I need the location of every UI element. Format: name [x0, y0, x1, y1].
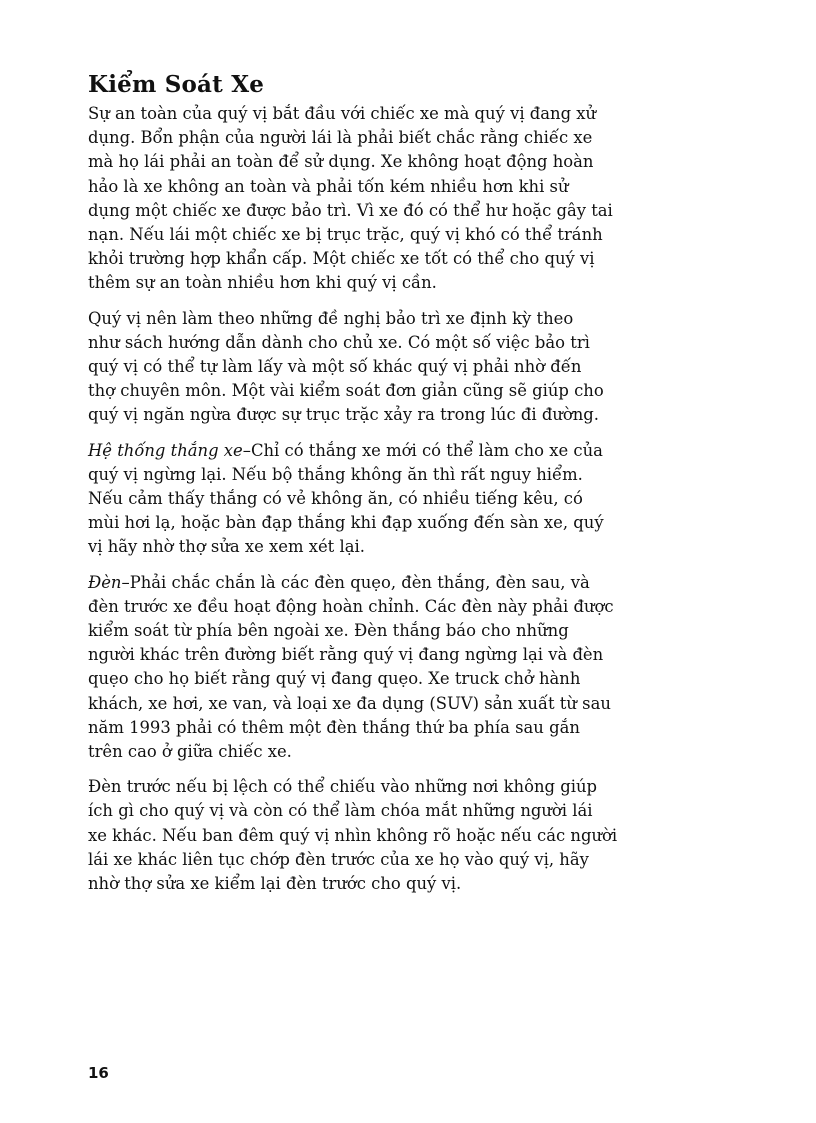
paragraph-text: Sự an toàn của quý vị bắt đầu với chiếc xe mà quý vị đang xử dụng. Bổn phận của người lái là phải biết chắc rằng chiếc xe mà họ lái phải an toàn để sử dụng. Xe không hoạt động hoàn hảo là xe không an toàn và phải tốn kém nhiều hơn khi sử dụng một chiếc xe được bảo trì. Vì xe đó có thể hư hoặc gây tai nạn. Nếu lái một chiếc xe bị trục trặc, quý vị khó có thể tránh khỏi trường hợp khẩn cấp. Một chiếc xe tốt có thể cho quý vị thêm sự an toàn nhiều hơn khi quý vị cần. — [88, 104, 613, 293]
page-number: 16 — [88, 1064, 109, 1082]
page-content — [88, 70, 728, 907]
paragraph-maintenance — [88, 307, 728, 428]
paragraph-lead-brakes: Hệ thống thắng xe — [88, 440, 243, 460]
paragraph-lights — [88, 571, 728, 765]
paragraph-intro — [88, 102, 728, 296]
paragraph-text: –Chỉ có thắng xe mới có thể làm cho xe của quý vị ngừng lại. Nếu bộ thắng không ăn thì rất nguy hiểm. Nếu cảm thấy thắng có vẻ không ăn, có nhiều tiếng kêu, có mùi hơi lạ, hoặc bàn đạp thắng khi đạp xuống đến sàn xe, quý vị hãy nhờ thợ sửa xe xem xét lại. — [88, 440, 604, 557]
paragraph-text: Đèn trước nếu bị lệch có thể chiếu vào những nơi không giúp ích gì cho quý vị và còn có thể làm chóa mắt những người lái xe khác. Nếu ban đêm quý vị nhìn không rõ hoặc nếu các người lái xe khác liên tục chớp đèn trước của xe họ vào quý vị, hãy nhờ thợ sửa xe kiểm lại đèn trước cho quý vị. — [88, 777, 618, 894]
section-title: Kiểm Soát Xe — [88, 71, 265, 98]
paragraph-brakes — [88, 439, 728, 560]
paragraph-text: Quý vị nên làm theo những đề nghị bảo trì xe định kỳ theo như sách hướng dẫn dành cho chủ xe. Có một số việc bảo trì quý vị có thể tự làm lấy và một số khác quý vị phải nhờ đến thợ chuyên môn. Một vài kiểm soát đơn giản cũng sẽ giúp cho quý vị ngăn ngừa được sự trục trặc xảy ra trong lúc đi đường. — [88, 308, 604, 425]
paragraph-headlights — [88, 775, 728, 896]
paragraph-text: –Phải chắc chắn là các đèn quẹo, đèn thắng, đèn sau, và đèn trước xe đều hoạt động hoàn chỉnh. Các đèn này phải được kiểm soát từ phía bên ngoài xe. Đèn thắng báo cho những người khác trên đường biết rằng quý vị đang ngừng lại và đèn quẹo cho họ biết rằng quý vị đang quẹo. Xe truck chở hành khách, xe hơi, xe van, và loại xe đa dụng (SUV) sản xuất từ sau năm 1993 phải có thêm một đèn thắng thứ ba phía sau gắn trên cao ở giữa chiếc xe. — [88, 572, 614, 762]
paragraph-lead-lights: Đèn — [88, 572, 122, 592]
